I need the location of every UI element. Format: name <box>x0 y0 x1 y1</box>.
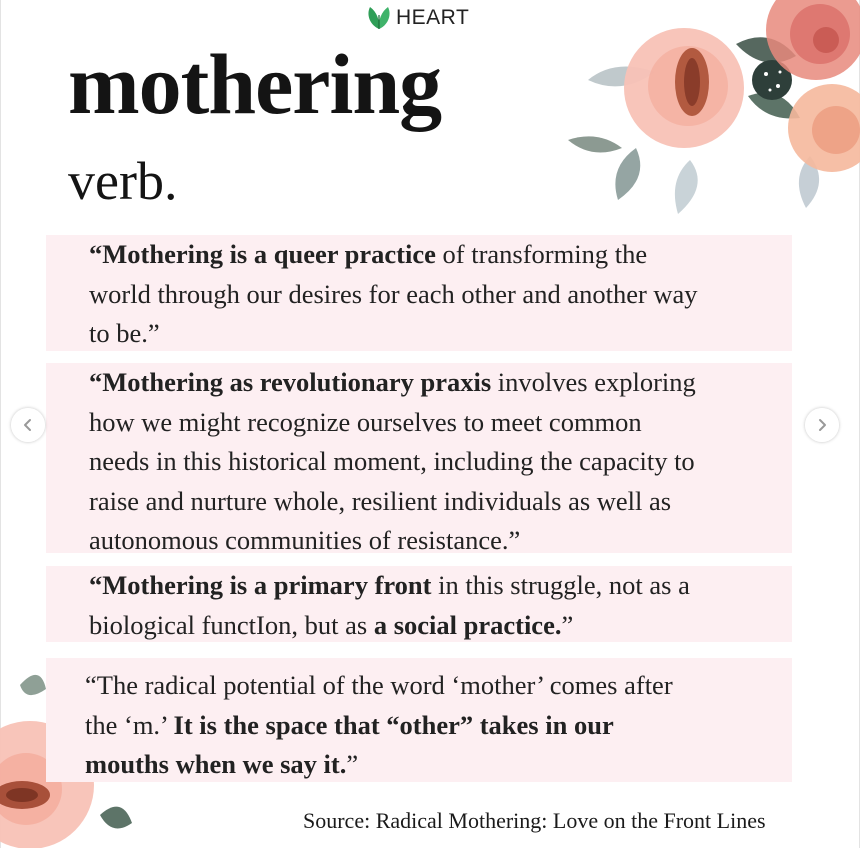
quote-block <box>46 235 792 351</box>
quote-line <box>85 706 792 746</box>
quote-line <box>89 363 792 403</box>
quote-line <box>89 606 792 646</box>
quote-text: biological functIon, but as <box>89 609 374 640</box>
quote-emphasis: “Mothering is a primary front <box>89 570 432 600</box>
quote-text: ” <box>561 609 574 640</box>
brand-name: HEART <box>396 6 470 29</box>
quote-line: how we might recognize ourselves to meet common <box>89 406 642 437</box>
quote-line <box>89 566 792 606</box>
quote-line: to be.” <box>89 318 160 348</box>
quote-line: world through our desires for each other and another way <box>89 278 698 309</box>
carousel-next-button[interactable] <box>805 408 839 442</box>
quote-emphasis: “Mothering is a queer practice <box>89 239 436 269</box>
quote-line: raise and nurture whole, resilient individuals as well as <box>89 485 672 516</box>
quote-block <box>46 566 792 642</box>
page-title: mothering <box>68 36 442 132</box>
floral-decoration-top-right <box>560 0 860 222</box>
quote-text: in this struggle, not as a <box>431 570 690 600</box>
quote-line: “The radical potential of the word ‘mother’ comes after <box>85 670 673 700</box>
quote-line <box>85 745 792 785</box>
source-citation: Source: Radical Mothering: Love on the Front Lines <box>303 808 766 833</box>
leaf-icon <box>364 5 394 31</box>
quote-text: the ‘m.’ <box>85 709 174 740</box>
carousel-prev-button[interactable] <box>11 408 45 442</box>
part-of-speech: verb. <box>68 151 178 211</box>
quote-line: autonomous communities of resistance.” <box>89 525 521 555</box>
quote-text: ” <box>346 749 359 779</box>
chevron-right-icon <box>815 418 829 432</box>
quote-emphasis: “Mothering as revolutionary praxis <box>89 367 492 397</box>
quote-line <box>89 235 792 275</box>
quote-text: of transforming the <box>435 239 648 269</box>
quote-emphasis: mouths when we say it. <box>85 749 347 779</box>
brand-logo <box>364 4 469 32</box>
quote-block <box>46 363 792 553</box>
quote-block <box>46 658 792 782</box>
quote-line: needs in this historical moment, including the capacity to <box>89 446 695 476</box>
quote-text: involves exploring <box>491 367 696 397</box>
quote-emphasis: It is the space that “other” takes in our <box>173 709 614 740</box>
chevron-left-icon <box>21 418 35 432</box>
quote-emphasis: a social practice. <box>373 609 562 640</box>
